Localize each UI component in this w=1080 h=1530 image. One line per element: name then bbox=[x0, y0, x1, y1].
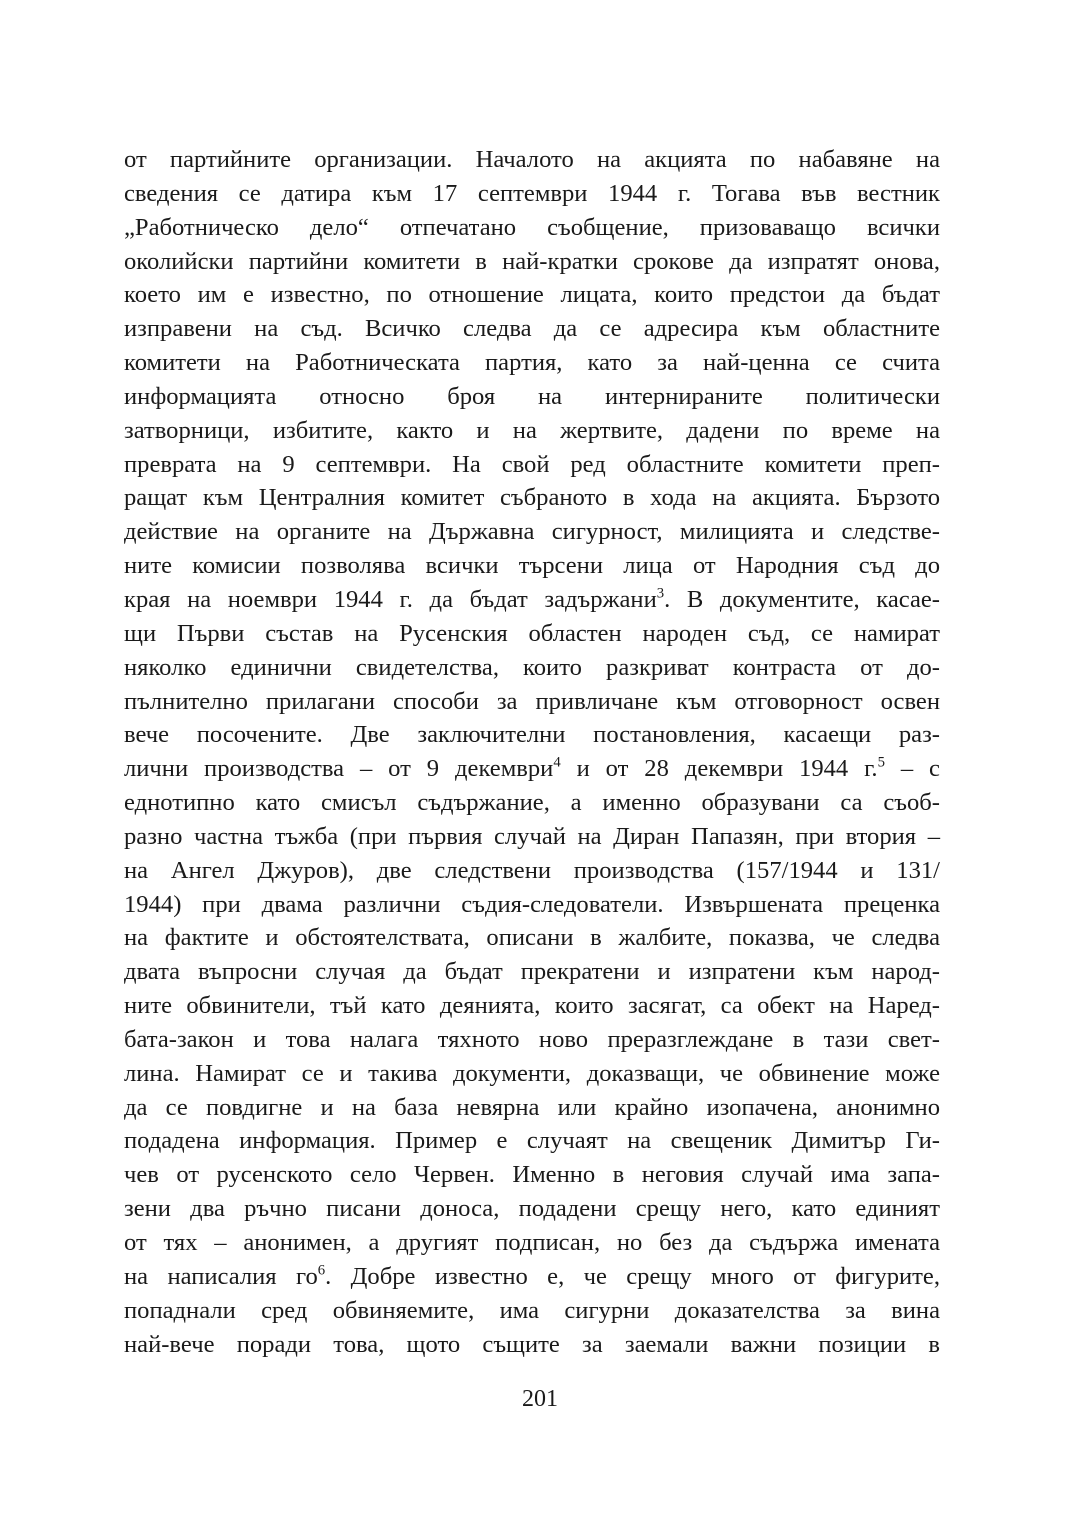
text-line: бата-закон и това налага тяхното ново преразглеждане в тази свет- bbox=[124, 1025, 940, 1053]
text-line: „Работническо дело“ отпечатано съобщение, призоваващо всички bbox=[124, 213, 940, 241]
text-line: околийски партийни комитети в най-кратки срокове да изпратят онова, bbox=[124, 247, 940, 275]
text-line: няколко единични свидетелства, които разкриват контраста от до- bbox=[124, 653, 940, 681]
text-line: комитети на Работническата партия, като за най-ценна се счита bbox=[124, 349, 940, 377]
text-line: на фактите и обстоятелствата, описани в жалбите, показва, че следва bbox=[124, 924, 940, 952]
text-line: ращат към Централния комитет събраното в хода на акцията. Бързото bbox=[124, 484, 940, 512]
text-line: от тях – анонимен, а другият подписан, но без да съдържа имената bbox=[124, 1229, 940, 1256]
text-line bbox=[124, 1260, 940, 1294]
text-line: попаднали сред обвиняемите, има сигурни доказателства за вина bbox=[124, 1296, 940, 1324]
text-line: вече посочените. Две заключителни постановления, касаещи раз- bbox=[124, 721, 940, 749]
text-fragment: края на ноември 1944 г. да бъдат задържани bbox=[124, 585, 657, 613]
text-line: информацията относно броя на интернираните политически bbox=[124, 382, 940, 410]
text-fragment: на написалия го bbox=[124, 1262, 318, 1290]
text-fragment: – с bbox=[884, 755, 940, 783]
text-line: на Ангел Джуров), две следствени производства (157/1944 и 131/ bbox=[124, 856, 940, 884]
footnote-marker: 6 bbox=[317, 1262, 326, 1279]
text-line: от партийните организации. Началото на акцията по набавяне на bbox=[124, 146, 940, 173]
text-line bbox=[124, 752, 940, 786]
text-line: зени два ръчно писани доноса, подадени срещу него, като единият bbox=[124, 1195, 940, 1223]
text-line: чев от русенското село Червен. Именно в неговия случай има запа- bbox=[124, 1161, 940, 1189]
text-fragment: и от 28 декември 1944 г. bbox=[560, 755, 878, 783]
footnote-marker: 3 bbox=[656, 585, 665, 602]
text-line: двата въпросни случая да бъдат прекратени и изпратени към народ- bbox=[124, 958, 940, 986]
text-line: щи Първи състав на Русенския областен народен съд, се намират bbox=[124, 619, 940, 647]
text-line: най-вече поради това, щото същите за заемали важни позиции в bbox=[124, 1330, 940, 1358]
text-line: 1944) при двама различни съдия-следователи. Извършената преценка bbox=[124, 890, 940, 918]
body-text bbox=[124, 143, 940, 1361]
text-line: изправени на съд. Всичко следва да се адресира към областните bbox=[124, 315, 940, 343]
text-line: пълнително прилагани способи за привличане към отговорност освен bbox=[124, 687, 940, 715]
text-line: действие на органите на Държавна сигурност, милицията и следстве- bbox=[124, 518, 940, 546]
footnote-marker: 5 bbox=[877, 754, 885, 771]
text-line: еднотипно като смисъл съдържание, а именно образувани са съоб- bbox=[124, 789, 940, 817]
text-line: ните комисии позволява всички търсени лица от Народния съд до bbox=[124, 552, 940, 580]
text-line: ните обвинители, тъй като деянията, които засягат, са обект на Наред- bbox=[124, 992, 940, 1020]
text-line: преврата на 9 септември. На свой ред областните комитети преп- bbox=[124, 450, 940, 478]
text-line: да се повдигне и на база невярна или крайно изопачена, анонимно bbox=[124, 1093, 940, 1121]
text-fragment: . В документите, касае- bbox=[664, 585, 940, 613]
page-number: 201 bbox=[522, 1386, 558, 1412]
text-line: лина. Намират се и такива документи, доказващи, че обвинение може bbox=[124, 1059, 940, 1087]
text-fragment: лични производства – от 9 декември bbox=[124, 755, 554, 783]
text-line: сведения се датира към 17 септември 1944 г. Тогава във вестник bbox=[124, 179, 940, 207]
text-line: разно частна тъжба (при първия случай на Диран Папазян, при втория – bbox=[124, 822, 940, 850]
text-line: което им е известно, по отношение лицата, които предстои да бъдат bbox=[124, 281, 940, 309]
text-line bbox=[124, 583, 940, 617]
footnote-marker: 4 bbox=[553, 754, 561, 771]
text-line: затворници, избитите, както и на жертвите, дадени по време на bbox=[124, 416, 940, 444]
text-line: подадена информация. Пример е случаят на свещеник Димитър Ги- bbox=[124, 1127, 940, 1155]
text-fragment: . Добре известно е, че срещу много от фигурите, bbox=[325, 1262, 940, 1290]
